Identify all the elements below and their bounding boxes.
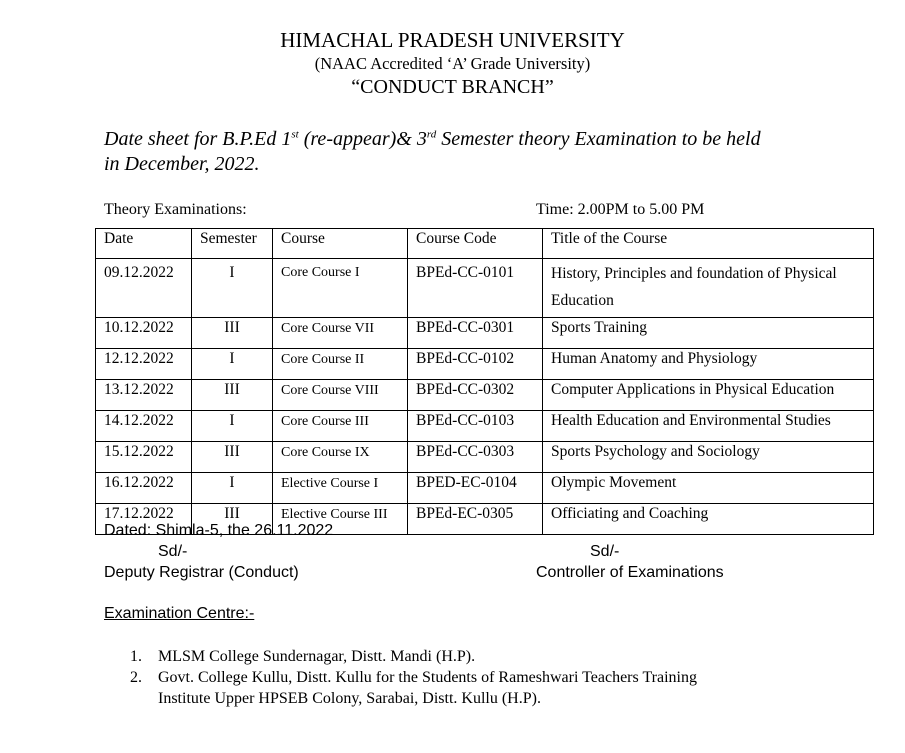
cell-date: 12.12.2022 <box>96 349 192 380</box>
cell-course: Elective Course I <box>273 473 408 504</box>
cell-title: Olympic Movement <box>543 473 874 504</box>
cell-date: 14.12.2022 <box>96 411 192 442</box>
cell-date: 15.12.2022 <box>96 442 192 473</box>
cell-semester: I <box>192 411 273 442</box>
cell-semester: III <box>192 318 273 349</box>
cell-code: BPEd-CC-0102 <box>408 349 543 380</box>
signature-left: Sd/- <box>158 543 188 560</box>
cell-code: BPEd-EC-0305 <box>408 504 543 535</box>
list-item <box>130 646 697 667</box>
cell-title: Officiating and Coaching <box>543 504 874 535</box>
deputy-registrar: Deputy Registrar (Conduct) <box>104 564 299 581</box>
header-semester: Semester <box>192 229 273 259</box>
cell-title: Sports Training <box>543 318 874 349</box>
cell-code: BPEd-CC-0301 <box>408 318 543 349</box>
cell-date: 10.12.2022 <box>96 318 192 349</box>
cell-code: BPEd-CC-0101 <box>408 259 543 318</box>
cell-course: Core Course VIII <box>273 380 408 411</box>
table-row <box>96 411 874 442</box>
header-date: Date <box>96 229 192 259</box>
controller-of-examinations: Controller of Examinations <box>536 564 724 581</box>
accreditation-line: (NAAC Accredited ‘A’ Grade University) <box>314 54 591 73</box>
datesheet-title-line1: Date sheet for B.P.Ed 1st (re-appear)& 3rd Semester theory Examination to be held <box>104 128 761 150</box>
list-number: 1. <box>130 648 142 665</box>
cell-code: BPED-EC-0104 <box>408 473 543 504</box>
cell-date: 16.12.2022 <box>96 473 192 504</box>
theory-exam-label: Theory Examinations: <box>104 201 247 218</box>
datesheet-title-line2: in December, 2022. <box>104 153 260 175</box>
cell-course: Core Course IX <box>273 442 408 473</box>
cell-semester: III <box>192 380 273 411</box>
table-row <box>96 349 874 380</box>
cell-title: Sports Psychology and Sociology <box>543 442 874 473</box>
cell-course: Core Course III <box>273 411 408 442</box>
header-title: Title of the Course <box>543 229 874 259</box>
cell-title: History, Principles and foundation of Physical Education <box>543 259 874 318</box>
header-course: Course <box>273 229 408 259</box>
table-row <box>96 473 874 504</box>
cell-title: Computer Applications in Physical Education <box>543 380 874 411</box>
branch-name: “CONDUCT BRANCH” <box>351 76 554 98</box>
table-row <box>96 380 874 411</box>
centre-text: MLSM College Sundernagar, Distt. Mandi (H.P). <box>158 648 476 665</box>
cell-semester: III <box>192 504 273 535</box>
centre-text-continued: Institute Upper HPSEB Colony, Sarabai, Distt. Kullu (H.P). <box>158 690 541 707</box>
cell-date: 09.12.2022 <box>96 259 192 318</box>
table-row <box>96 442 874 473</box>
table-row <box>96 318 874 349</box>
examination-centre-heading: Examination Centre:- <box>104 605 255 622</box>
list-item <box>130 667 697 709</box>
cell-code: BPEd-CC-0302 <box>408 380 543 411</box>
cell-course: Core Course VII <box>273 318 408 349</box>
datesheet-table <box>95 228 874 535</box>
cell-course: Elective Course III <box>273 504 408 535</box>
examination-centre-list <box>130 646 697 709</box>
dated-line: Dated: Shimla-5, the 26.11.2022 <box>104 522 334 539</box>
exam-time: Time: 2.00PM to 5.00 PM <box>536 201 705 218</box>
university-name: HIMACHAL PRADESH UNIVERSITY <box>280 28 625 52</box>
cell-course: Core Course I <box>273 259 408 318</box>
cell-code: BPEd-CC-0303 <box>408 442 543 473</box>
cell-title: Health Education and Environmental Studies <box>543 411 874 442</box>
cell-title: Human Anatomy and Physiology <box>543 349 874 380</box>
cell-date: 13.12.2022 <box>96 380 192 411</box>
cell-course: Core Course II <box>273 349 408 380</box>
cell-code: BPEd-CC-0103 <box>408 411 543 442</box>
header-course-code: Course Code <box>408 229 543 259</box>
cell-semester: III <box>192 442 273 473</box>
table-header-row <box>96 229 874 259</box>
list-number: 2. <box>130 669 142 686</box>
centre-text: Govt. College Kullu, Distt. Kullu for the Students of Rameshwari Teachers Training <box>158 669 697 686</box>
table-row <box>96 259 874 318</box>
cell-semester: I <box>192 259 273 318</box>
signature-right: Sd/- <box>590 543 620 560</box>
cell-semester: I <box>192 349 273 380</box>
cell-semester: I <box>192 473 273 504</box>
cell-date: 17.12.2022 <box>96 504 192 535</box>
